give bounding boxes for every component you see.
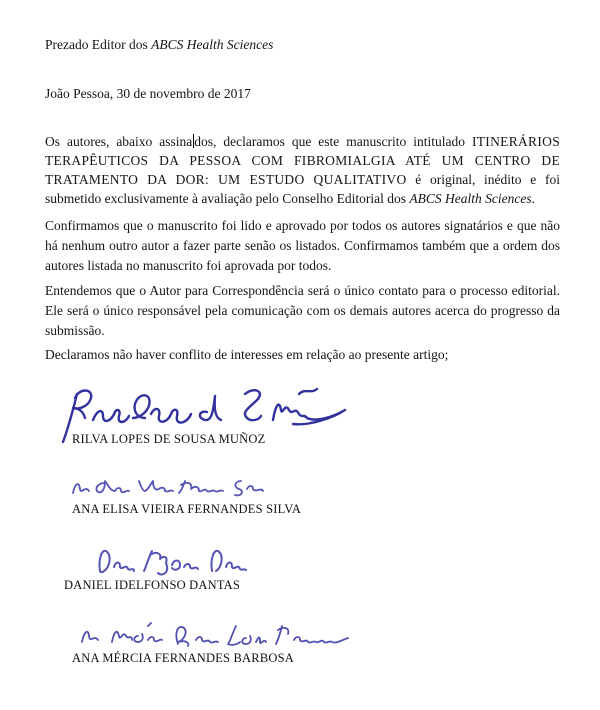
greeting-line [45,36,560,54]
paragraph-declaration [45,132,560,208]
signature-block [45,543,560,593]
para1-middle: é original, inédito e foi submetido exclusivamente à avaliação pelo Conselho Editorial dos [45,172,561,206]
paragraph-confirmation: Confirmamos que o manuscrito foi lido e aprovado por todos os autores signatários e que não há nenhum outro autor a fazer parte senão os listados. Confirmamos também que a ordem dos autores listada no manuscrito foi aprovada por todos. [45,218,560,273]
journal-name: ABCS Health Sciences [409,191,532,206]
para1-before-caret: Os autores, abaixo assina [45,134,193,149]
printed-name: RILVA LOPES DE SOUSA MUÑOZ [72,432,266,446]
dateline: João Pessoa, 30 de novembro de 2017 [45,86,251,101]
manuscript-title: ITINERÁRIOS TERAPÊUTICOS DA PESSOA COM FIBROMIALGIA ATÉ UM CENTRO DE TRATAMENTO DA DOR: UM ESTUDO QUALITATIVO [45,134,561,187]
greeting-text: Prezado Editor dos [45,37,152,52]
journal-name: ABCS Health Sciences [151,37,274,52]
paragraph-correspondence: Entendemos que o Autor para Correspondência será o único contato para o processo editorial. Ele será o único responsável pela comunicação com os demais autores acerca do progresso da submissão. [45,283,560,338]
printed-name: ANA ELISA VIEIRA FERNANDES SILVA [72,502,302,516]
printed-name: DANIEL IDELFONSO DANTAS [64,578,241,592]
para1-end: . [531,191,535,206]
paragraph-conflict-of-interest: Declaramos não haver conflito de interesses em relação ao presente artigo; [45,347,449,362]
handwritten-signature-daniel [88,543,248,578]
handwritten-signature-ana-mercia [74,620,364,650]
signature-block [45,620,560,666]
printed-name: ANA MÉRCIA FERNANDES BARBOSA [72,651,294,665]
para1-after-caret: dos, declaramos que este manuscrito intitulado [194,134,472,149]
signature-block [45,473,560,517]
signature-block [45,384,560,447]
handwritten-signature-ana-elisa [67,473,272,501]
